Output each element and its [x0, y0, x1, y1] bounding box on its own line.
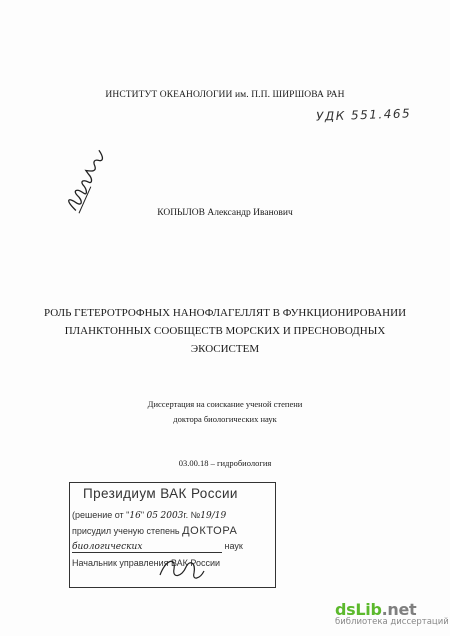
science-suffix: наук	[224, 541, 243, 551]
degree-line-1: Диссертация на соискание ученой степени	[147, 399, 303, 409]
stamp-title: Президиум ВАК России	[83, 486, 238, 501]
title-line-1: РОЛЬ ГЕТЕРОТРОФНЫХ НАНОФЛАГЕЛЛЯТ В ФУНКЦИОНИРОВАНИИ	[43, 307, 407, 319]
logo-main: dsLib	[335, 600, 382, 619]
decision-prefix: (решение от "	[72, 510, 130, 520]
vak-stamp	[69, 482, 276, 588]
specialty-code: 03.00.18 – гидробиология	[178, 458, 272, 468]
logo-suffix: .net	[381, 600, 417, 619]
udk-handwritten: УДК 551.465	[315, 106, 412, 124]
dslib-watermark[interactable]	[335, 600, 450, 627]
dissertation-title	[0, 304, 450, 358]
institute-name: ИНСТИТУТ ОКЕАНОЛОГИИ им. П.П. ШИРШОВА РАН	[105, 90, 345, 100]
stamp-science-line	[72, 541, 272, 553]
title-line-2: ПЛАНКТОННЫХ СООБЩЕСТВ МОРСКИХ И ПРЕСНОВОДНЫХ	[64, 325, 386, 337]
degree-doctor: ДОКТОРА	[182, 525, 238, 537]
number-prefix: г. №	[183, 510, 201, 520]
decision-number: 19/19	[200, 511, 227, 521]
science-handwritten: биологических	[72, 542, 222, 553]
degree-prefix: присудил ученую степень	[72, 526, 183, 536]
author-name: КОПЫЛОВ Александр Иванович	[157, 208, 293, 218]
dslib-subtitle: библиотека диссертаций	[335, 617, 449, 627]
degree-line-2: доктора биологических наук	[173, 414, 277, 424]
stamp-degree-line	[72, 525, 237, 537]
handwritten-signature	[59, 142, 115, 216]
decision-day: 16	[129, 511, 141, 521]
title-line-3: ЭКОСИСТЕМ	[190, 343, 260, 355]
decision-year: 2003	[160, 511, 184, 521]
stamp-chief-line: Начальник управления ВАК России	[72, 558, 221, 568]
stamp-decision-line	[72, 510, 226, 521]
decision-sep: "	[140, 510, 147, 520]
decision-month: 05	[146, 511, 158, 521]
degree-statement	[0, 397, 450, 427]
stamp-signature	[156, 555, 206, 585]
